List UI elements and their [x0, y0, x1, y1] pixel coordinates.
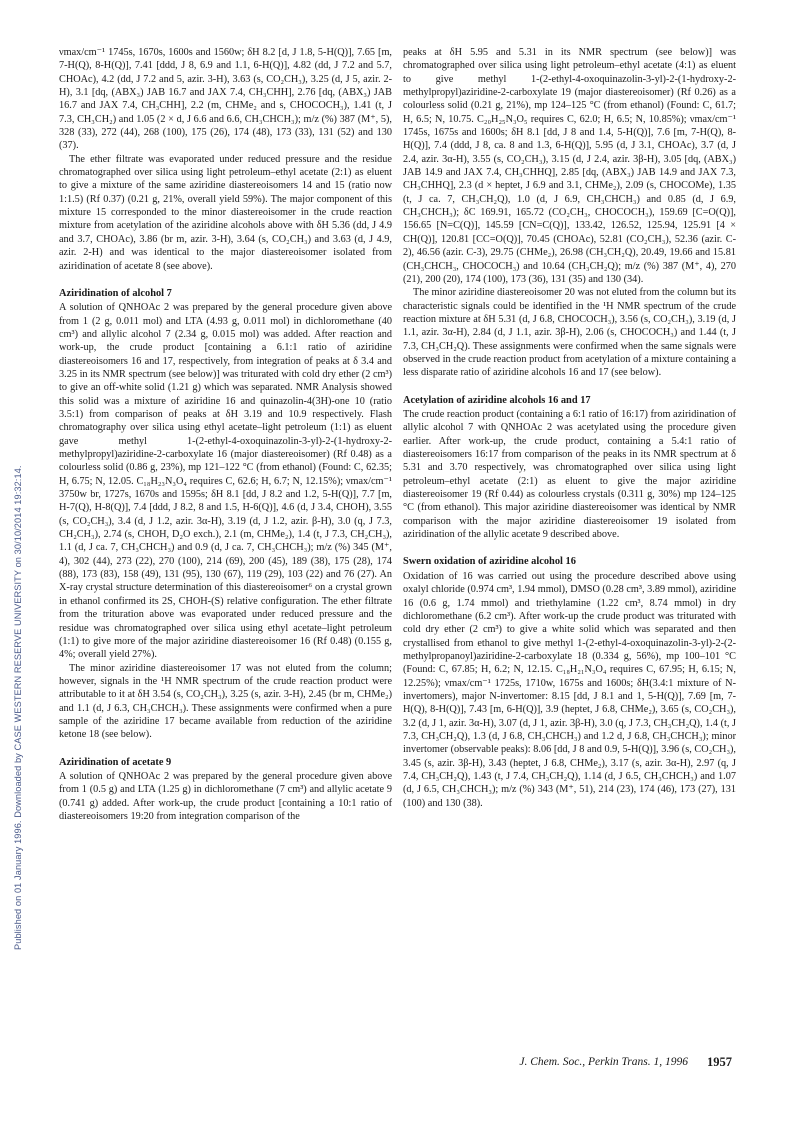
body-paragraph: The crude reaction product (containing a 6:1 ratio of 16:17) from aziridination of allylic alcohol 7 with QNHOAc 2 was acetylated using the procedure given earlier. After work-up, the crude product, containing a 5.4:1 ratio of diastereoisomers 16:17 from comparison of the peaks in its NMR spectrum at δ 5.31 and 3.70 respectively, was chromatographed over silica using light petroleum–ethyl acetate (2:1) as eluent to give the major aziridine diastereoisomer 19 (Rf 0.44) as colourless crystals (0.311 g, 30%) mp 124–125 °C (from ethanol). This major aziridine diastereoisomer was identical by NMR comparison with the major aziridine diastereoisomer 19 isolated from aziridination of the allylic acetate 9 described above. — [403, 409, 736, 541]
section-heading: Acetylation of aziridine alcohols 16 and 17 — [403, 394, 591, 406]
body-paragraph: peaks at δH 5.95 and 5.31 in its NMR spectrum (see below)] was chromatographed over silica using light petroleum–ethyl acetate (4:1) as eluent to give methyl 1-(2-ethyl-4-oxoquinazolin-3-yl)-2-(1-hydroxy-2-methylpropyl)aziridine-2-carboxylate 19 (major diastereoisomer) (Rf 0.26) as a colourless solid (0.21 g, 21%), mp 124–125 °C (from ethanol) (Found: C, 61.7; H, 6.5; N, 10.75. C₂₀H₂₅N₃O₅ requires C, 62.0; H, 6.5; N, 10.85%); νmax/cm⁻¹ 1745s, 1675s and 1600s; δH 8.1 [dd, J 8 and 1.4, 5-H(Q)], 7.6 [m, 7-H(Q), 8-H(Q)], 7.4 (ddd, J 8, ca. 8 and 1.3, 6-H(Q)], 5.95 (d, J 3.1, CHOAc), 3.7 (d, J 2.4, azir. 3α-H), 3.55 (s, CO₂CH₃), 3.15 (d, J 2.4, azir. 3β-H), 3.05 [dq, (ABX₃) JAB 14.9 and JAX 7.4, CH₃CHHQ], 2.85 [dq, (ABX₃) JAB 14.9 and JAX 7.3, CH₃CHHQ], 2.3 (d × heptet, J 6.9 and 3.1, CHMe₂), 2.09 (s, CHOCOMe), 1.35 (t, J ca. 7, CH₃CH₂Q), 1.0 (d, J 6.9, CH₃CHCH₃) and 0.85 (d, J 6.9, CH₃CHCH₃); δC 169.91, 165.72 (CO₂CH₃, CHOCOCH₃), 159.69 [C=O(Q)], 156.65 [N=C(Q)], 145.59 [CN=C(Q)], 133.42, 126.52, 125.94, 125.91 [4 × CH(Q)], 120.81 [CC=O(Q)], 70.45 (CHOAc), 52.81 (CO₂CH₃), 52.36 (azir. C-2), 46.56 (azir. C-3), 29.75 (CHMe₂), 26.98 (CH₃CH₂Q), 20.49, 19.66 and 15.81 (CH₃CHCH₃, CHOCOCH₃) and 10.64 (CH₃CH₂Q); m/z (%) 387 (M⁺, 4), 270 (21), 200 (20), 174 (100), 173 (36), 131 (35) and 130 (34). — [403, 47, 736, 285]
left-column — [59, 46, 392, 823]
download-watermark — [2, 170, 23, 950]
body-paragraph: The ether filtrate was evaporated under reduced pressure and the residue chromatographed over silica using light petroleum–ethyl acetate (2:1) as eluent to give a mixture of the same aziridine diastereoisomers 14 and 15 (ratio now 1:1.5) (Rf 0.37) (0.21 g, 21%, overall yield 59%). The major component of this mixture 15 corresponded to the minor diastereoisomer in the crude reaction mixture from acetylation of the aziridine alcohols above with δH 5.36 (dd, J 4.9 and 3.7, CHOAc), 3.86 (br m, azir. 3-H), 3.64 (s, CO₂CH₃) and 3.63 (d, J 4.9, azir. 2-H) and was identical to the major diastereoisomer isolated from aziridination of acetate 8 (see above). — [59, 153, 392, 272]
body-paragraph: A solution of QNHOAc 2 was prepared by the general procedure given above from 1 (0.5 g) and LTA (1.25 g) in dichloromethane (7 cm³) and allylic acetate 9 (0.741 g) added. After work-up, the crude product [containing a 10:1 ratio of diastereoisomers 19:20 from integration comparison of the — [59, 771, 392, 823]
body-paragraph: The minor aziridine diastereoisomer 20 was not eluted from the column but its characteristic signals could be identified in the ¹H NMR spectrum of the crude reaction mixture at δH 5.31 (d, J 6.8, CHOCOCH₃), 3.56 (s, CO₂CH₃), 3.19 (d, J 1.1, azir. 3α-H), 2.84 (d, J 1.1, azir. 3β-H), 2.06 (s, CHOCOCH₃) and 1.44 (t, J 7.3, CH₃CH₂Q). These assignments were confirmed when the same signals were observed in the crude reaction product from acetylation of a mixture containing a less disparate ratio of aziridine alcohols 16 and 17 (see below). — [403, 287, 736, 379]
download-watermark-text: Published on 01 January 1996. Downloaded by CASE WESTERN RESERVE UNIVERSITY on 30/10/2014 19:32:14. — [13, 465, 23, 950]
right-column — [403, 46, 736, 810]
journal-citation: J. Chem. Soc., Perkin Trans. 1, 1996 — [519, 1056, 688, 1068]
body-paragraph: A solution of QNHOAc 2 was prepared by the general procedure given above from 1 (2 g, 0.011 mol) and LTA (4.93 g, 0.011 mol) in dichloromethane (40 cm³) and allylic alcohol 7 (2.34 g, 0.015 mol) was added. After reaction and work-up, the crude product [containing a 6.1:1 ratio of aziridine diastereoisomers 16 and 17, respectively, from integration of peaks at δ 3.4 and 3.25 in its NMR spectrum (see below)] was triturated with cold dry ether (2 cm³) to give an off-white solid (1.21 g) which was separated. NMR Analysis showed this solid was a mixture of aziridine 16 and quinazolin-4(3H)-one 10 (ratio 3.5:1) from comparison of peaks at δH 3.19 and 10.9 respectively. Flash chromatography over silica using ethyl acetate–light petroleum (1:1) as eluent gave methyl 1-(2-ethyl-4-oxoquinazolin-3-yl)-2-(1-hydroxy-2-methylpropyl)aziridine-2-carboxylate 16 (major diastereoisomer) (Rf 0.48) as a colourless solid (0.86 g, 23%), mp 121–122 °C (from ethanol) (Found: C, 62.35; H, 6.75; N, 12.05. C₁₈H₂₃N₃O₄ requires C, 62.6; H, 6.7; N, 12.15%); νmax/cm⁻¹ 3750w br, 1727s, 1670s and 1595s; δH 8.1 [dd, J 8.2 and 1.2, 5-H(Q)], 7.7 [m, H-7(Q), H-8(Q)], 7.4 [ddd, J 8.2, 8 and 1.5, H-6(Q)], 4.6 (d, J 3.4, CHOH), 3.55 (s, CO₂CH₃), 3.4 (d, J 1.2, azir. 3α-H), 3.19 (d, J 1.2, azir. β-H), 3.0 (q, J 7.3, CH₂CH₃), 2.74 (s, CHOH, D₂O exch.), 2.1 (m, CHMe₂), 1.4 (t, J 7.3, CH₂CH₃), 1.1 (d, J ca. 7, CH₃CHCH₃) and 0.9 (d, J ca. 7, CH₃CHCH₃); m/z (%) 345 (M⁺, 4), 302 (44), 273 (22), 270 (100), 214 (69), 200 (45), 189 (38), 175 (28), 174 (88), 173 (83), 158 (49), 131 (95), 130 (67), 119 (29), 103 (22) and 76 (27). An X-ray crystal structure determination of this diastereoisomer⁶ on a crystal grown in ethanol confirmed its 2S, CHOH-(S) relative configuration. The ether filtrate from the trituration above was evaporated under reduced pressure and the residue was chromatographed over silica using ethyl acetate–light petroleum (1:1) to give more of the major aziridine diastereoisomer 16 (Rf 0.48) (0.155 g, 4%; overall yield 27%). — [59, 302, 392, 661]
body-paragraph: Oxidation of 16 was carried out using the procedure described above using oxalyl chloride (0.974 cm³, 1.94 mmol), DMSO (0.28 cm³, 3.89 mmol), aziridine 16 (0.6 g, 1.74 mmol) and triethylamine (1.22 cm³, 8.74 mmol) in dry dichloromethane (6.2 cm³). After work-up the crude product was triturated with cold dry ether (2 cm³) to give a white solid which was separated and then crystallised from ethanol to give methyl 1-(2-ethyl-4-oxoquinazolin-3-yl)-2-(2-methylpropanoyl)aziridine-2-carboxylate 18 (0.334 g, 56%), mp 100–101 °C (Found: C, 67.85; H, 6.2; N, 12.15. C₁₈H₂₁N₃O₄ requires C, 67.95; H, 6.15; N, 12.25%); νmax/cm⁻¹ 1725s, 1710w, 1675s and 1600s; δH(3.4:1 mixture of N-invertomers), major N-invertomer: 8.15 [dd, J 8.1 and 1, 5-H(Q)], 7.69 [m, 7-H(Q), 8-H(Q)], 7.43 [m, 6-H(Q)], 3.9 (heptet, J 6.8, CHMe₂), 3.65 (s, CO₂CH₃), 3.2 (d, J 1, azir. 3α-H), 3.07 (d, J 1, azir. 3β-H), 3.0 (q, J 7.3, CH₃CH₂Q), 1.4 (t, J 7.3, CH₃CH₂Q), 1.3 (d, J 6.8, CH₃CHCH₃) and 1.2 d, J 6.8, CH₃CHCH₃); minor invertomer (observable peaks): 8.06 [dd, J 8 and 0.9, 5-H(Q)], 3.96 (s, CO₂CH₃), 3.45 (s, azir. 3β-H), 3.43 (heptet, J 6.8, CHMe₂), 3.17 (s, azir. 3α-H), 2.97 (q, J 7.4, CH₃CH₂Q), 1.43 (t, J 7.4, CH₃CH₂Q), 1.14 (d, J 6.5, CH₃CHCH₃) and 1.07 (d, J 6.5, CH₃CHCH₃); m/z (%) 343 (M⁺, 51), 214 (23), 174 (46), 173 (27), 131 (100) and 130 (38). — [403, 570, 736, 809]
page-number: 1957 — [707, 1055, 732, 1069]
section-heading: Aziridination of alcohol 7 — [59, 287, 172, 299]
page-footer — [403, 1056, 736, 1072]
section-heading: Aziridination of acetate 9 — [59, 756, 172, 768]
body-paragraph: The minor aziridine diastereoisomer 17 was not eluted from the column; however, signals in the ¹H NMR spectrum of the crude reaction product were attributable to it at δH 3.54 (s, CO₂CH₃), 3.25 (s, azir. 3-H), 2.45 (br m, CHMe₂) and 1.1 (d, J 6.3, CH₃CHCH₃). These assignments were confirmed when a pure sample of the aziridine 17 became available from reduction of the aziridine ketone 18 (see below). — [59, 662, 392, 741]
body-paragraph: νmax/cm⁻¹ 1745s, 1670s, 1600s and 1560w; δH 8.2 [d, J 1.8, 5-H(Q)], 7.65 [m, 7-H(Q), 8-H(Q)], 7.41 [ddd, J 8, 6.9 and 1.1, 6-H(Q)], 4.82 (dd, J 7.2 and 5.7, CHOAc), 4.2 (dd, J 7.2 and 5, azir. 3-H), 3.63 (s, CO₂CH₃), 3.25 (d, J 5, azir. 2-H), 3.1 [dq, (ABX₃) JAB 16.7 and JAX 7.4, CH₃CHH], 2.76 [dq, (ABX₃) JAB 16.7 and JAX 7.4, CH₃CHH], 2.2 (m, CHMe₂ and s, CHOCOCH₃), 1.41 (t, J 7.3, CH₃CH₂) and 1.05 (2 × d, J 6.6 and 6.6, CH₃CHCH₃); m/z (%) 387 (M⁺, 5), 328 (33), 272 (44), 268 (100), 175 (26), 174 (48), 173 (33), 131 (52) and 130 (37). — [59, 47, 392, 152]
section-heading: Swern oxidation of aziridine alcohol 16 — [403, 556, 576, 568]
